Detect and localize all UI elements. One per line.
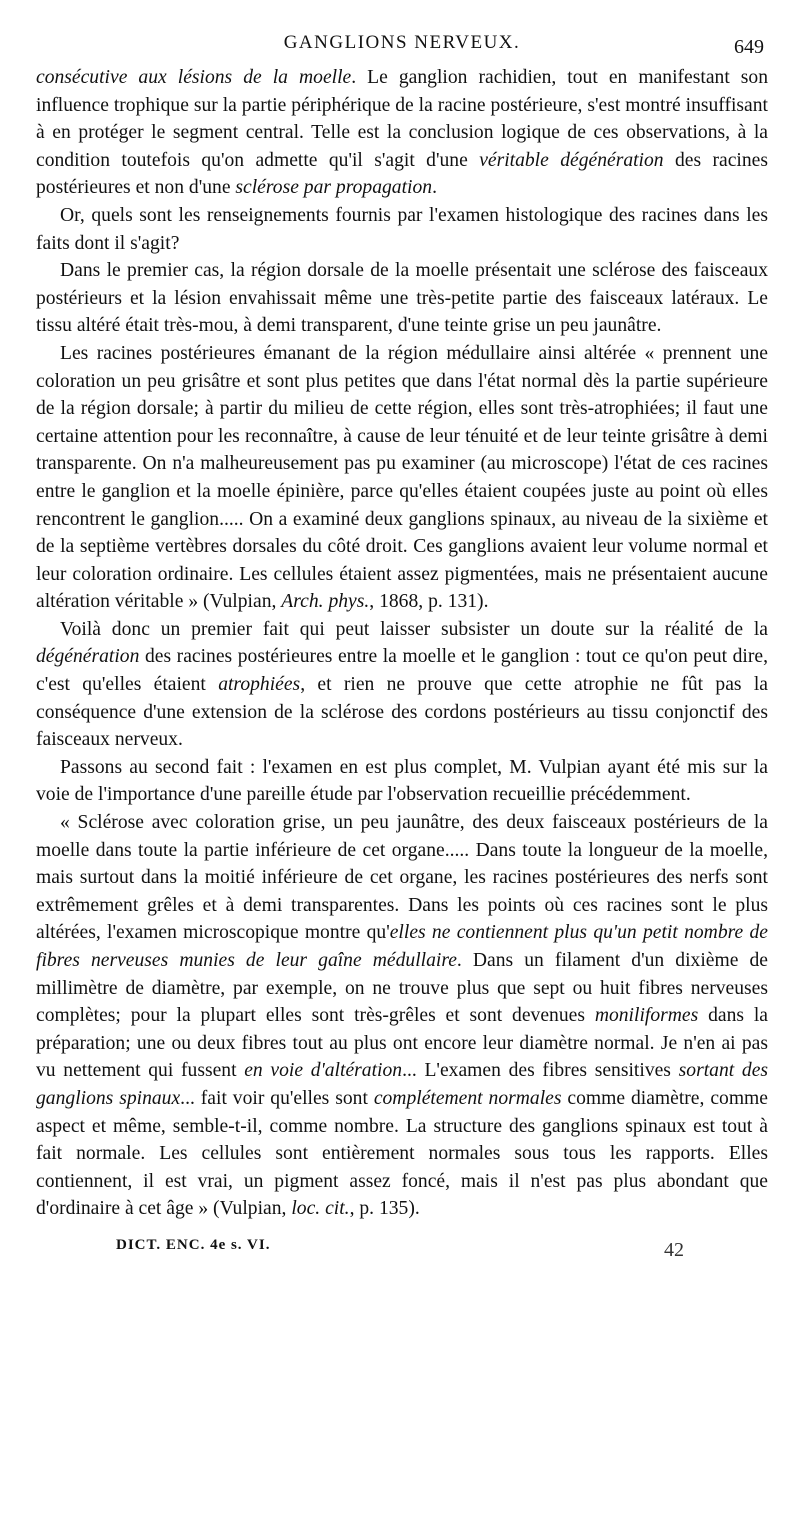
italic-text: véritable dégénération <box>479 149 664 171</box>
text-run: ... fait voir qu'elles sont <box>180 1087 374 1109</box>
text-run: comme diamètre, comme aspect et même, semble-t-il, comme nombre. La structure des ganglions spinaux est tout à fait normale. Les cellules sont entièrement normales sous tous les rapports. Elles contiennent, il est vrai, un pigment assez foncé, mais il n'est pas plus abondant que d'ordinaire à cet âge » (Vulpian, <box>36 1087 768 1220</box>
italic-text: dégénération <box>36 646 140 668</box>
paragraph <box>36 616 768 754</box>
text-run: . Dans un filament d'un dixième de millimètre de diamètre, par exemple, on ne trouve plus que sept ou huit fibres nerveuses complètes; pour la plupart elles sont très-grêles et sont devenues <box>36 950 768 1027</box>
text-run: dans la préparation; une ou deux fibres tout au plus ont encore leur diamètre normal. Je n'en ai pas vu nettement qui fussent <box>36 1005 768 1082</box>
paragraph <box>36 809 768 1223</box>
text-run: . Le ganglion rachidien, tout en manifestant son influence trophique sur la partie périphérique de la racine postérieure, s'est montré insuffisant à en protéger le segment central. Telle est la conclusion logique de ces observations, à la condition toutefois qu'on admette qu'il s'agit d'une <box>36 67 769 171</box>
running-title: GANGLIONS NERVEUX. <box>283 32 521 53</box>
signature-number: 42 <box>664 1238 684 1261</box>
text-run: , 1868, p. 131). <box>369 591 489 613</box>
text-run: des racines postérieures entre la moelle et le ganglion : tout ce qu'on peut dire, c'est qu'elles étaient <box>36 646 768 696</box>
text-run: Passons au second fait : l'examen en est plus complet, M. Vulpian ayant été mis sur la voie de l'importance d'une pareille étude par l'observation recueillie précédemment. <box>36 756 768 806</box>
italic-text: loc. cit. <box>291 1198 350 1220</box>
paragraph <box>36 202 768 257</box>
text-run: Voilà donc un premier fait qui peut laisser subsister un doute sur la réalité de la <box>60 618 768 640</box>
italic-text: sclérose par propagation <box>235 177 433 199</box>
text-run: , et rien ne prouve que cette atrophie ne fût pas la conséquence d'une extension de la sclérose des cordons postérieurs au tissu conjonctif des faisceaux nerveux. <box>36 674 768 751</box>
italic-text: en voie d'altération <box>244 1060 403 1082</box>
italic-text: complétement normales <box>373 1087 562 1109</box>
text-run: . <box>432 177 437 199</box>
text-run: , p. 135). <box>349 1198 420 1220</box>
italic-text: consécutive aux lésions de la moelle <box>36 67 352 88</box>
page-number: 649 <box>734 36 764 58</box>
italic-text: Arch. phys. <box>281 591 370 613</box>
page <box>36 24 768 1263</box>
page-footer <box>36 1233 768 1263</box>
body-text <box>36 64 768 1223</box>
italic-text: atrophiées <box>218 674 301 696</box>
paragraph <box>36 257 768 340</box>
paragraph <box>36 340 768 616</box>
text-run: Les racines postérieures émanant de la région médullaire ainsi altérée « prennent une coloration un peu grisâtre et sont plus petites que dans l'état normal dès la partie supérieure de la région dorsale; à partir du milieu de cette région, elles sont très-atrophiées; il faut une certaine attention pour les reconnaître, à cause de leur ténuité et de leur teinte grisâtre à demi transparente. On n'a malheureusement pas pu examiner (au microscope) l'état de ces racines entre le ganglion et la moelle épinière, parce qu'elles étaient coupées juste au point où elles rencontrent le ganglion..... On a examiné deux ganglions spinaux, au niveau de la sixième et de la septième vertèbres dorsales du côté droit. Ces ganglions avaient leur volume normal et leur coloration ordinaire. Les cellules étaient assez pigmentées, mais ne présentaient aucune altération véritable » (Vulpian, <box>36 342 768 613</box>
paragraph <box>36 64 768 202</box>
text-run: Dans le premier cas, la région dorsale de la moelle présentait une sclérose des faisceaux postérieurs et la lésion envahissait même une très-petite partie des faisceaux latéraux. Le tissu altéré était très-mou, à demi transparent, d'une teinte grise un peu jaunâtre. <box>36 260 768 337</box>
text-run: ... L'examen des fibres sensitives <box>402 1060 679 1082</box>
page-header <box>36 24 768 64</box>
text-run: Or, quels sont les renseignements fournis par l'examen histologique des racines dans les faits dont il s'agit? <box>36 204 768 254</box>
italic-text: elles ne contiennent plus qu'un petit nombre de fibres nerveuses munies de leur gaîne médullaire <box>36 922 768 971</box>
italic-text: sortant des ganglions spinaux <box>36 1060 769 1109</box>
text-run: « Sclérose avec coloration grise, un peu jaunâtre, des deux faisceaux postérieurs de la moelle dans toute la partie inférieure de cet organe..... Dans toute la longueur de la moelle, mais surtout dans la moitié inférieure de cet organe, les racines postérieures des nerfs sont extrêmement grêles et à demi transparentes. Dans les points où ces racines sont le plus altérées, l'examen microscopique montre qu' <box>36 812 768 944</box>
text-run: des racines postérieures et non d'une <box>36 149 768 199</box>
italic-text: moniliformes <box>594 1005 699 1027</box>
paragraph <box>36 754 768 809</box>
printer-signature: DICT. ENC. 4e s. VI. <box>116 1236 271 1253</box>
